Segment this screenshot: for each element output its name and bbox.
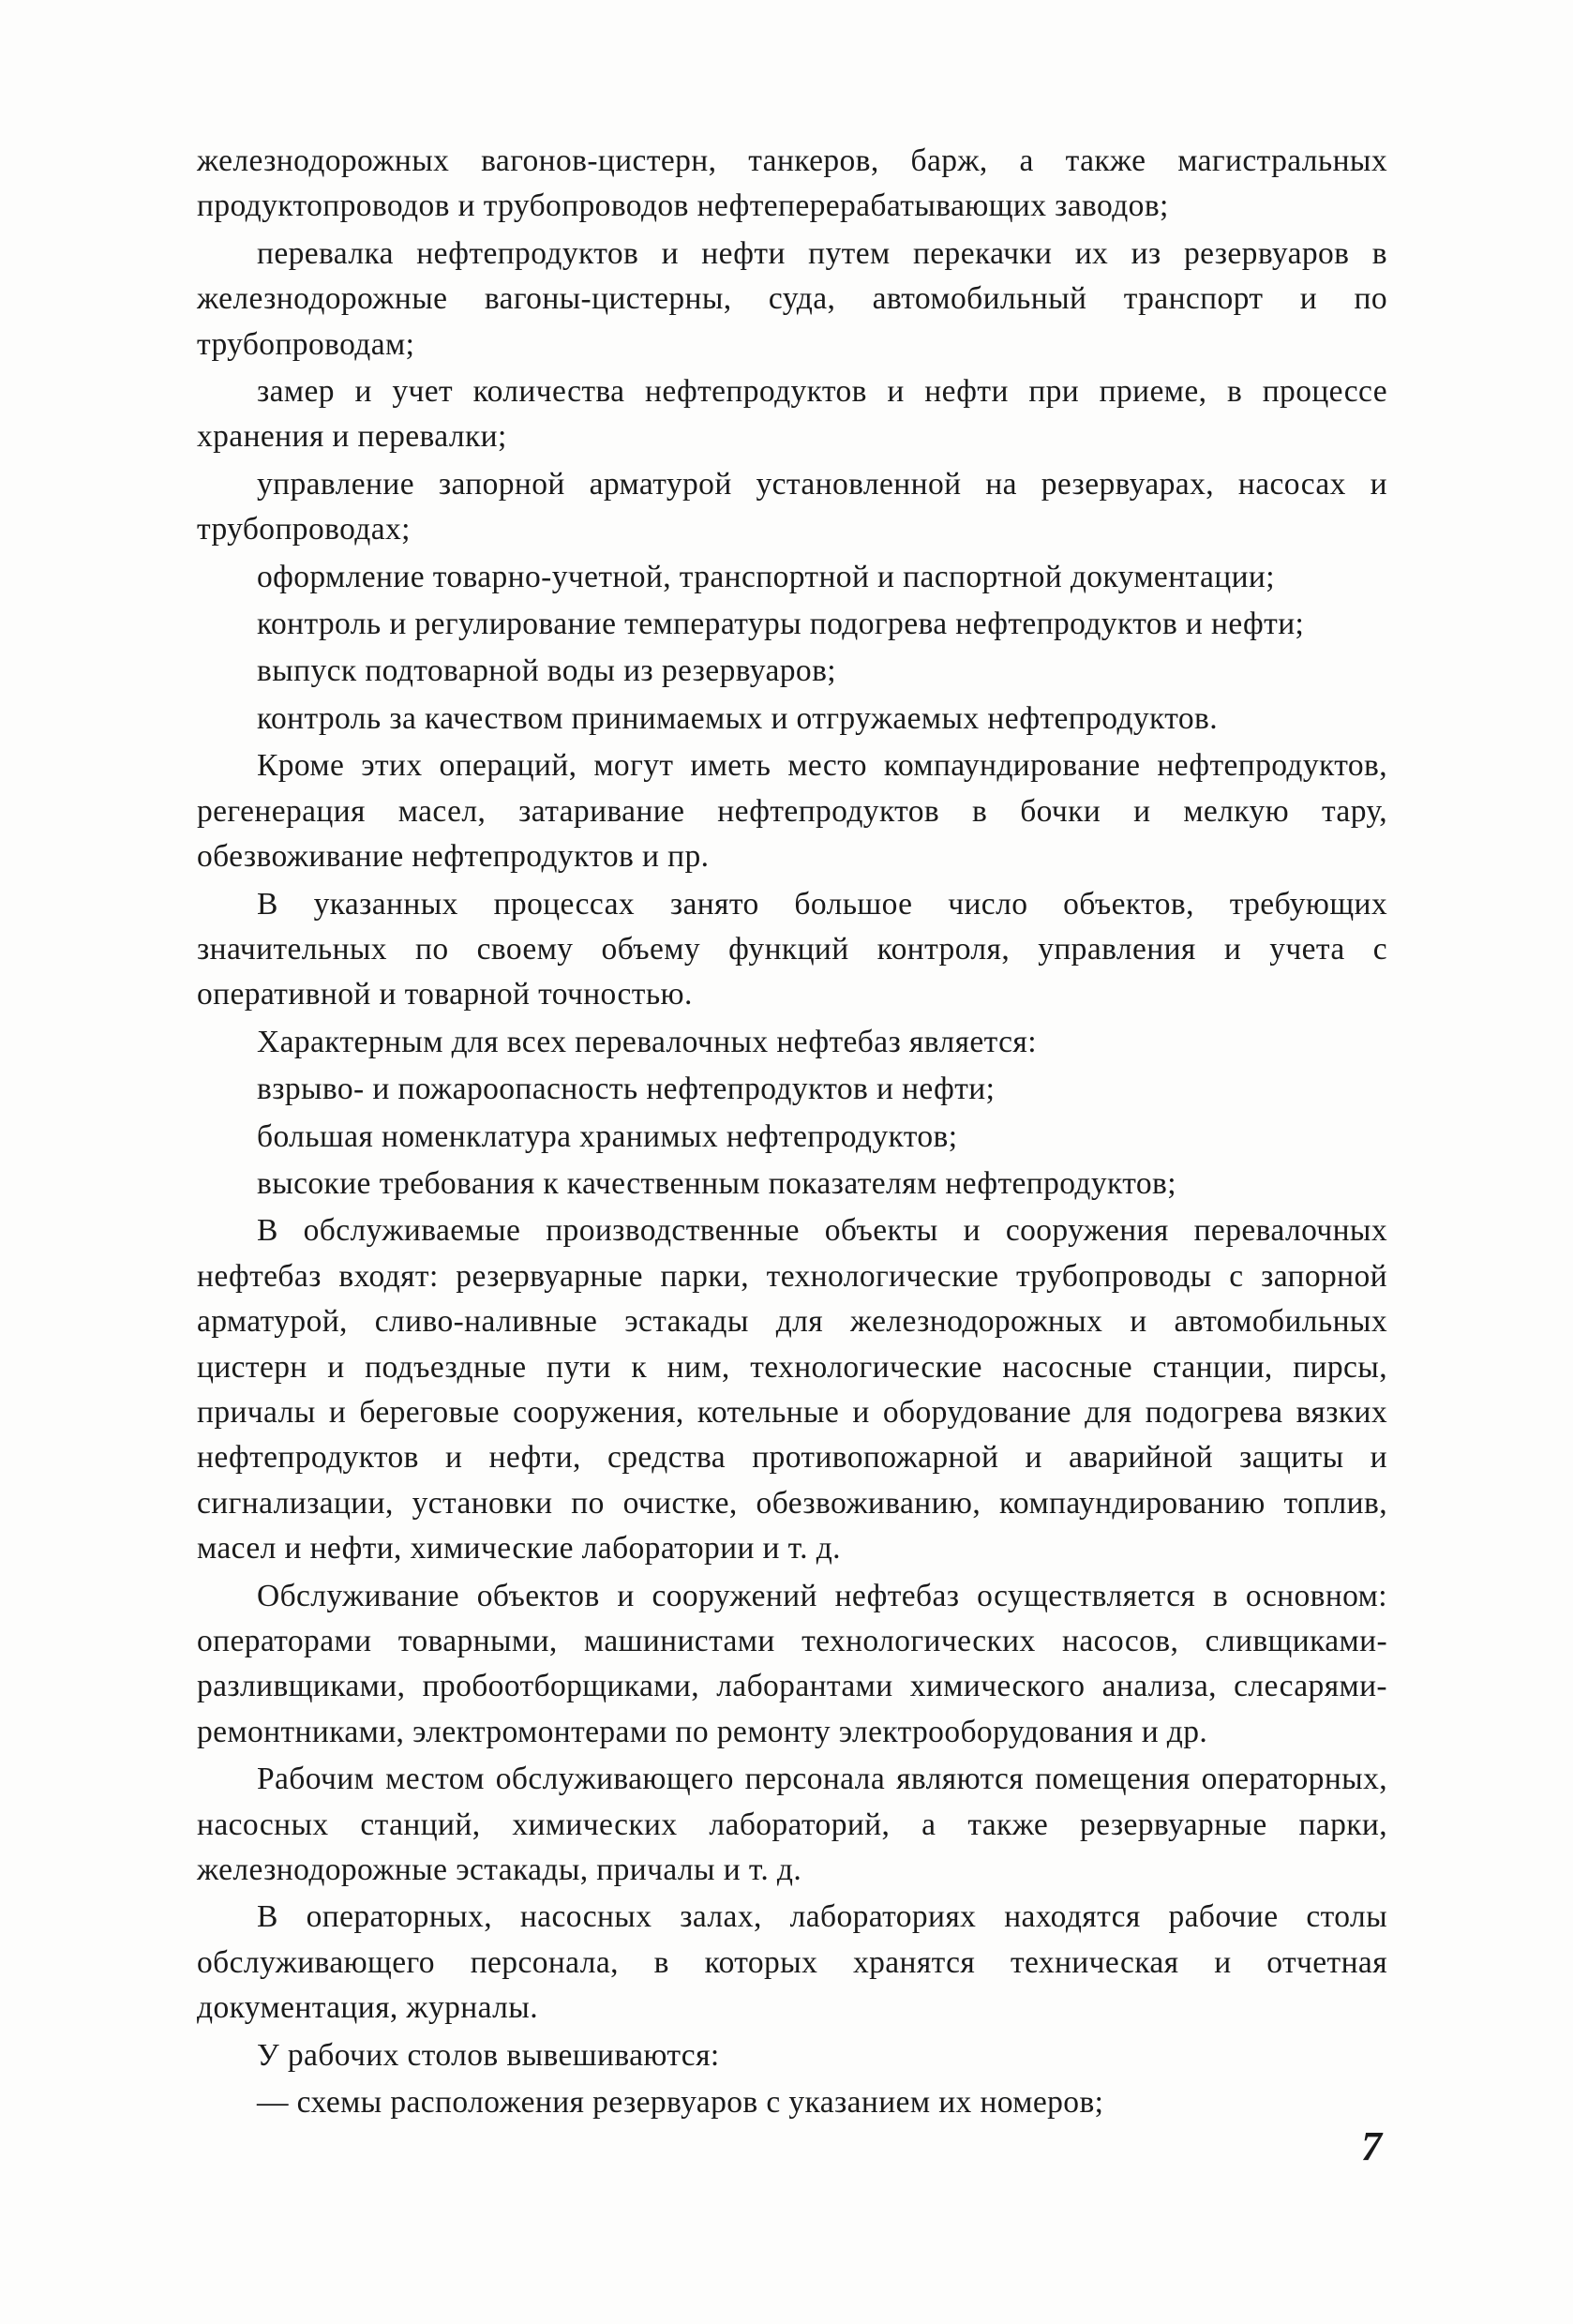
paragraph: контроль за качеством принимаемых и отгружаемых нефтепродуктов. <box>257 700 1219 736</box>
page-number: 7 <box>1361 2123 1382 2169</box>
paragraph: Рабочим местом обслуживающего персонала являются помещения операторных, насосных станций, химических лабораторий, а также резервуарные парки, железнодорожные эстакады, причалы и т. д. <box>197 1762 1387 1888</box>
paragraph: выпуск подтоварной воды из резервуаров; <box>257 653 836 689</box>
paragraph: взрыво- и пожароопасность нефтепродуктов и нефти; <box>257 1072 996 1107</box>
paragraph: управление запорной арматурой установленной на резервуарах, насосах и трубопроводах; <box>197 466 1387 547</box>
body-text <box>197 139 1387 2127</box>
paragraph: оформление товарно-учетной, транспортной и паспортной документации; <box>257 559 1275 594</box>
paragraph: Обслуживание объектов и сооружений нефтебаз осуществляется в основном: операторами товарными, машинистами технологических насосов, сливщиками-разливщиками, пробоотборщиками, лаборантами химического анализа, слесарями-ремонтниками, электромонтерами по ремонту электрооборудования и др. <box>197 1578 1387 1749</box>
paragraph: железнодорожных вагонов-цистерн, танкеров, барж, а также магистральных продуктопроводов и трубопроводов нефтеперерабатывающих заводов; <box>197 143 1387 224</box>
paragraph: В операторных, насосных залах, лабораториях находятся рабочие столы обслуживающего персонала, в которых хранятся техническая и отчетная документация, журналы. <box>197 1899 1387 2026</box>
paragraph: В указанных процессах занято большое число объектов, требующих значительных по своему объему функций контроля, управления и учета с оперативной и товарной точностью. <box>197 886 1387 1012</box>
paragraph: замер и учет количества нефтепродуктов и нефти при приеме, в процессе хранения и перевалки; <box>197 374 1387 455</box>
paragraph: В обслуживаемые производственные объекты и сооружения перевалочных нефтебаз входят: резервуарные парки, технологические трубопроводы с запорной арматурой, сливо-наливные эстакады для железнодорожных и автомобильных цистерн и подъездные пути к ним, технологические насосные станции, пирсы, причалы и береговые сооружения, котельные и оборудование для подогрева вязких нефтепродуктов и нефти, средства противопожарной и аварийной защиты и сигнализации, установки по очистке, обезвоживанию, компаундированию топлив, масел и нефти, химические лаборатории и т. д. <box>197 1213 1387 1567</box>
paragraph: Кроме этих операций, могут иметь место компаундирование нефтепродуктов, регенерация масел, затаривание нефтепродуктов в бочки и мелкую тару, обезвоживание нефтепродуктов и пр. <box>197 748 1387 875</box>
paragraph: У рабочих столов вывешиваются: <box>257 2037 720 2073</box>
paragraph: высокие требования к качественным показателям нефтепродуктов; <box>257 1165 1176 1201</box>
paragraph: контроль и регулирование температуры подогрева нефтепродуктов и нефти; <box>257 607 1305 642</box>
paragraph: большая номенклатура хранимых нефтепродуктов; <box>257 1118 958 1154</box>
paragraph: — схемы расположения резервуаров с указанием их номеров; <box>257 2085 1104 2121</box>
paragraph: перевалка нефтепродуктов и нефти путем перекачки их из резервуаров в железнодорожные вагоны-цистерны, суда, автомобильный транспорт и по трубопроводам; <box>197 235 1387 362</box>
paragraph: Характерным для всех перевалочных нефтебаз является: <box>257 1024 1037 1059</box>
